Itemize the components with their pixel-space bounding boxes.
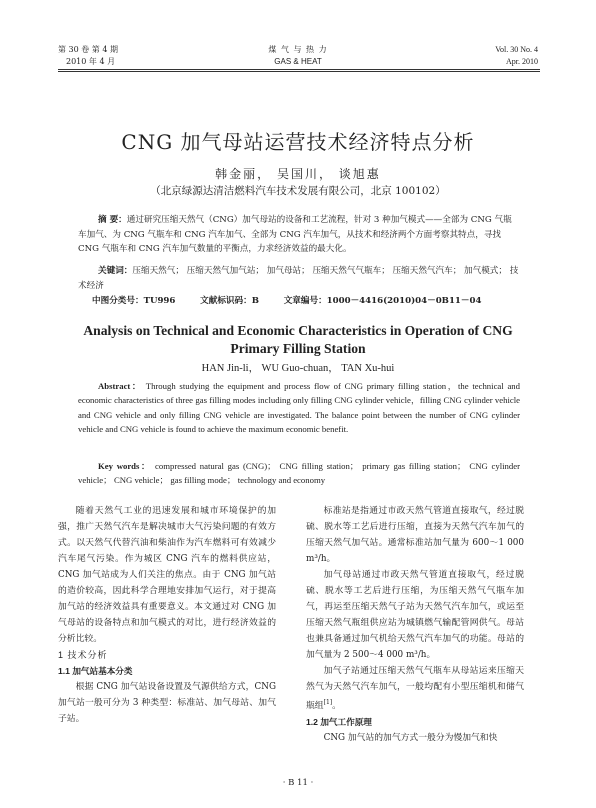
abstract-cn-text: 通过研究压缩天然气（CNG）加气母站的设备和工艺流程，针对 3 种加气模式——全部为 CNG 气瓶车加气、为 CNG 气瓶车和 CNG 汽车加气、全部为 CNG 汽车加气，从技术和经济两个方面考察其特点，寻找 CNG 气瓶车和 CNG 汽车加气数量的平衡点，力求经济效益的最大化。	[78, 215, 512, 255]
keywords-cn-label: 关键词：	[98, 266, 133, 276]
standard-station-paragraph: 标准站是指通过市政天然气管道直接取气，经过脱硫、脱水等工艺后进行压缩，直接为天然气汽车加气的压缩天然气加气站。通常标准站加气量为 600～1 000 m³/h。	[306, 506, 524, 564]
journal-date: 2010 年 4 月	[66, 57, 116, 66]
section-heading-1: 1 技术分析	[58, 650, 108, 660]
sub-station-text: 加气子站通过压缩天然气气瓶车从母站运来压缩天然气为天然气汽车加气，一般均配有小型压缩机和储气瓶组	[306, 666, 524, 711]
classification-paragraph: 根据 CNG 加气站设备设置及气源供给方式，CNG 加气站一般可分为 3 种类型：标准站、加气母站、加气子站。	[58, 682, 276, 724]
primary-station-paragraph: 加气母站通过市政天然气管道直接取气，经过脱硫、脱水等工艺后进行压缩，为压缩天然气气瓶车加气，再运至压缩天然气子站为天然气汽车加气，或运至压缩天然气瓶组供应站为城镇燃气输配管网供气。母站也兼具备通过加气机给天然气汽车加气的功能。母站的加气量为 2 500～4 000 m³/h。	[306, 570, 524, 660]
keywords-cn-text: 压缩天然气； 压缩天然气加气站； 加气母站； 压缩天然气气瓶车； 压缩天然气汽车； 加气模式； 技术经济	[78, 266, 519, 291]
paper-title-cn: CNG 加气母站运营技术经济特点分析	[121, 130, 475, 154]
body-left-column	[58, 503, 276, 727]
keywords-cn	[78, 264, 520, 293]
keywords-en	[78, 459, 520, 488]
document-code: 文献标识码：B	[200, 296, 259, 306]
abstract-en	[78, 379, 520, 436]
keywords-en-text: compressed natural gas (CNG)； CNG filling station； primary gas filling station； CNG cylinder vehicle； CNG vehicle； gas filling mode； technology and economy	[78, 461, 520, 486]
body-right-column	[306, 503, 524, 746]
journal-name-cn: 煤 气 与 热 力	[268, 45, 328, 54]
sub-station-end: 。	[332, 700, 341, 711]
classification-line	[92, 295, 522, 307]
paper-title-en: Analysis on Technical and Economic Characteristics in Operation of CNG Primary Filling Station	[83, 323, 513, 356]
keywords-en-label: Key words：	[98, 461, 152, 471]
filling-principle-paragraph: CNG 加气站的加气方式一般分为慢加气和快	[323, 732, 498, 743]
abstract-cn-label: 摘 要：	[98, 215, 127, 225]
abstract-en-text: Through studying the equipment and process flow of CNG primary filling station，the technical and economic characteristics of three gas filling modes including only filling CNG cylinder vehicle，filling CNG cylinder vehicle and CNG vehicle and only filling CNG vehicle are investigated. The balance point between the number of CNG cylinder vehicle and CNG vehicle is found to achieve the maximum economic benefit.	[78, 381, 520, 434]
header-rule-double	[58, 71, 540, 72]
journal-name-en: GAS & HEAT	[274, 57, 322, 66]
subsection-heading-1-1: 1.1 加气站基本分类	[58, 666, 133, 676]
intro-paragraph: 随着天然气工业的迅速发展和城市环境保护的加强，推广天然气汽车是解决城市大气污染问题的有效方式。以天然气代替汽油和柴油作为汽车燃料可有效减少汽车尾气污染。作为城区 CNG 汽车的燃料供应站，CNG 加气站成为人们关注的焦点。由于 CNG 加气站的造价较高，因此科学合理地安排加气运行，对于提高加气站的经济效益具有重要意义。本文通过对 CNG 加气母站的设备特点和加气模式的对比，进行经济效益的分析比较。	[58, 506, 276, 644]
abstract-en-label: Abstract：	[98, 381, 143, 391]
clc-number: 中图分类号：TU996	[92, 296, 176, 306]
authors-en: HAN Jin-li， WU Guo-chuan， TAN Xu-hui	[201, 363, 395, 374]
journal-volume-en: Vol. 30 No. 4	[495, 45, 538, 54]
citation-ref: [1]	[323, 699, 333, 706]
affiliation-cn: （北京绿源达清洁燃料汽车技术发展有限公司，北京 100102）	[150, 185, 446, 197]
authors-cn: 韩金丽， 吴国川， 谈旭惠	[215, 167, 381, 181]
sub-station-paragraph	[306, 663, 524, 714]
journal-volume: 第 30 卷 第 4 期	[58, 45, 118, 54]
journal-date-en: Apr. 2010	[506, 57, 538, 66]
subsection-heading-1-2: 1.2 加气工作原理	[306, 716, 372, 727]
abstract-cn	[78, 213, 520, 257]
article-number: 文章编号：1000－4416(2010)04－0B11－04	[283, 296, 482, 306]
header-rule	[58, 69, 540, 70]
page-number: · B 11 ·	[282, 778, 314, 788]
